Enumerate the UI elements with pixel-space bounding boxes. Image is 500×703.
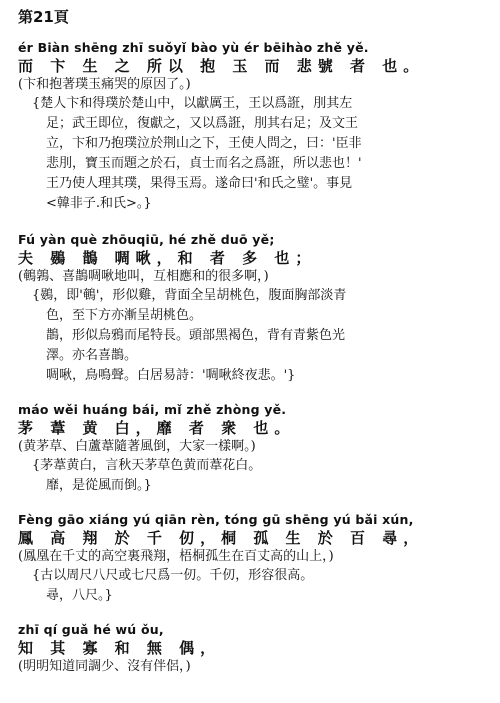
- translation-line: (卞和抱著璞玉痛哭的原因了。): [18, 77, 191, 92]
- annotation: [32, 566, 488, 606]
- annotation: [32, 286, 488, 386]
- translation-line: (鵪鶉、喜鵲啁啾地叫，互相應和的很多啊，): [18, 269, 269, 284]
- note-line: {楚人卞和得璞於楚山中，以獻厲王，王以爲誑，刖其左: [32, 96, 353, 111]
- page-number: 第21頁: [18, 8, 69, 26]
- note-line: 尋，八尺。}: [46, 588, 113, 603]
- translation-line: (鳳凰在千丈的高空裏飛翔，梧桐孤生在百丈高的山上，): [18, 549, 334, 564]
- pinyin-line: ér Biàn shēng zhī suǒyǐ bào yù ér bēihào zhě yě.: [18, 40, 369, 55]
- note-line: {茅葦黄白，言秋天茅草色黄而葦花白。: [32, 458, 262, 473]
- note-line: 立，卞和乃抱璞泣於荆山之下，王使人問之，曰：'臣非: [46, 136, 362, 151]
- annotation: [32, 456, 488, 496]
- note-line: 悲刖，寶玉而題之於石，貞士而名之爲誑，所以悲也！': [46, 156, 362, 171]
- note-line: 足；武王即位，復獻之，又以爲誑，刖其右足；及文王: [46, 116, 359, 131]
- section-4: [18, 512, 488, 606]
- hanzi-line: 夫 鷃 鵲 啁啾，和 者 多 也；: [18, 249, 317, 267]
- pinyin-line: máo wěi huáng bái, mǐ zhě zhòng yě.: [18, 402, 287, 417]
- hanzi-line: 茅 葦 黄 白，靡 者 衆 也。: [18, 419, 296, 437]
- pinyin-line: Fèng gāo xiáng yú qiān rèn, tóng gū shēng yú bǎi xún,: [18, 512, 414, 527]
- note-line: 澤。亦名喜鵲。: [46, 348, 138, 363]
- note-line: 鵲，形似烏鴉而尾特長。頭部黑褐色，背有青紫色光: [46, 328, 346, 343]
- note-line: {鷃，即'鵪'，形似雞，背面全呈胡桃色，腹面胸部淡青: [32, 288, 347, 303]
- section-1: [18, 40, 488, 214]
- note-line: 靡，是從風而倒。}: [46, 478, 152, 493]
- note-line: 王乃使人理其璞，果得玉焉。遂命曰'和氏之璧'。事見: [46, 176, 353, 191]
- annotation: [32, 94, 488, 214]
- translation-line: (黄茅草、白蘆葦隨著風倒，大家一樣啊。): [18, 439, 256, 454]
- hanzi-line: 知 其 寡 和 無 偶，: [18, 639, 222, 657]
- section-2: [18, 232, 488, 386]
- pinyin-line: Fú yàn què zhōuqiū, hé zhě duō yě;: [18, 232, 275, 247]
- hanzi-line: 鳳 高 翔 於 千 仞，桐 孤 生 於 百 尋，: [18, 529, 425, 547]
- pinyin-line: zhī qí guǎ hé wú ǒu,: [18, 622, 164, 637]
- section-3: [18, 402, 488, 496]
- note-line: 色，至下方亦漸呈胡桃色。: [46, 308, 203, 323]
- hanzi-line: 而 卞 生 之 所以 抱 玉 而 悲號 者 也。: [18, 57, 425, 75]
- translation-line: (明明知道同調少、沒有伴侶，): [18, 659, 191, 674]
- note-line: {古以周尺八尺或七尺爲一仞。千仞，形容很高。: [32, 568, 314, 583]
- note-line: 啁啾，鳥鳴聲。白居易詩：'啁啾終夜悲。'}: [46, 368, 296, 383]
- note-line: <韓非子.和氏>。}: [46, 196, 152, 211]
- section-5: [18, 622, 488, 676]
